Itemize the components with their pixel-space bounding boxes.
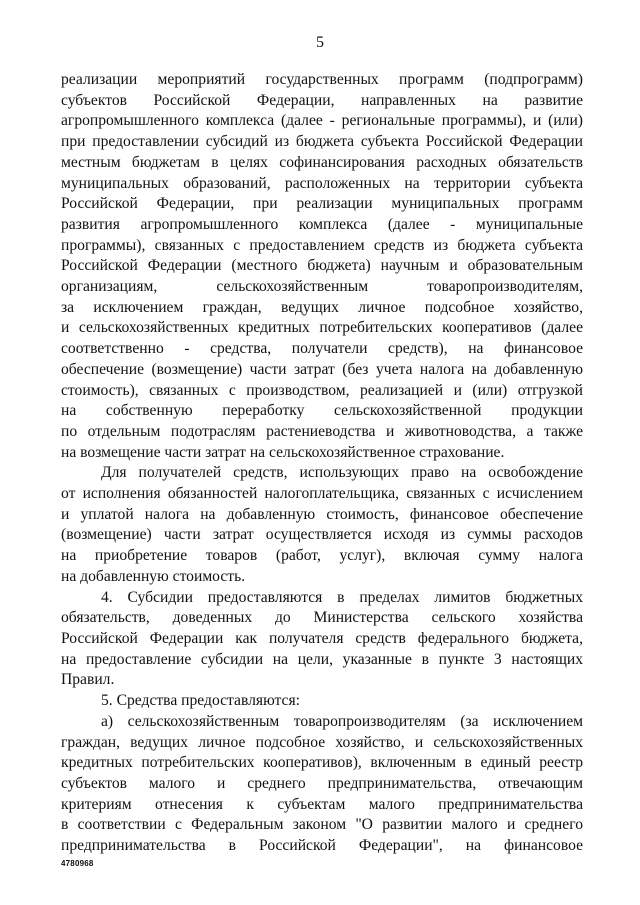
text-line: на предоставление субсидии на цели, указанные в пункте 3 настоящих: [61, 650, 583, 668]
text-line: организациям, сельскохозяйственным товаропроизводителям,: [61, 278, 583, 296]
text-line: по отдельным подотраслям растениеводства и животноводства, а также: [61, 422, 583, 440]
text-line: обязательств, доведенных до Министерства сельского хозяйства: [61, 609, 583, 627]
text-line: на приобретение товаров (работ, услуг), включая сумму налога: [61, 547, 583, 565]
text-line: предпринимательства в Российской Федерации", на финансовое: [61, 837, 583, 855]
paragraph-item-5a: [61, 712, 583, 857]
text-line: 4. Субсидии предоставляются в пределах лимитов бюджетных: [101, 588, 583, 606]
document-body: [61, 70, 583, 857]
text-line: агропромышленного комплекса (далее - региональные программы), и (или): [61, 112, 583, 130]
text-line: на добавленную стоимость.: [61, 567, 246, 585]
text-line: муниципальных образований, расположенных на территории субъекта: [61, 174, 583, 192]
text-line: и сельскохозяйственных кредитных потребительских кооперативов (далее: [61, 319, 583, 337]
text-line: развития агропромышленного комплекса (далее - муниципальные: [61, 215, 583, 233]
text-line: при предоставлении субсидий из бюджета субъекта Российской Федерации: [61, 133, 583, 151]
text-line: а) сельскохозяйственным товаропроизводителям (за исключением: [101, 712, 583, 730]
text-line: Российской Федерации, при реализации муниципальных программ: [61, 195, 583, 213]
text-line: на возмещение части затрат на сельскохозяйственное страхование.: [61, 443, 505, 461]
text-line: стоимость), связанных с производством, реализацией и (или) отгрузкой: [61, 381, 583, 399]
text-line: 5. Средства предоставляются:: [101, 692, 300, 710]
text-line: субъектов Российской Федерации, направленных на развитие: [61, 91, 583, 109]
document-code: 4780968: [61, 859, 94, 868]
text-line: в соответствии с Федеральным законом "О развитии малого и среднего: [61, 816, 583, 834]
text-line: от исполнения обязанностей налогоплательщика, связанных с исчислением: [61, 485, 583, 503]
paragraph-item-5: [61, 691, 583, 712]
paragraph-item-4: [61, 588, 583, 692]
text-line: Российской Федерации (местного бюджета) научным и образовательным: [61, 257, 583, 275]
text-line: критериям отнесения к субъектам малого предпринимательства: [61, 795, 583, 813]
text-line: Для получателей средств, использующих право на освобождение: [101, 464, 583, 482]
paragraph-vat-exemption: [61, 463, 583, 587]
text-line: за исключением граждан, ведущих личное подсобное хозяйство,: [61, 298, 583, 316]
text-line: граждан, ведущих личное подсобное хозяйство, и сельскохозяйственных: [61, 733, 583, 751]
text-line: соответственно - средства, получатели средств), на финансовое: [61, 340, 583, 358]
text-line: местным бюджетам в целях софинансирования расходных обязательств: [61, 153, 583, 171]
text-line: и уплатой налога на добавленную стоимость, финансовое обеспечение: [61, 505, 583, 523]
text-line: Правил.: [61, 671, 115, 689]
text-line: на собственную переработку сельскохозяйственной продукции: [61, 402, 583, 420]
text-line: Российской Федерации как получателя средств федерального бюджета,: [61, 629, 583, 647]
text-line: кредитных потребительских кооперативов), включенным в единый реестр: [61, 754, 583, 772]
page-number: 5: [316, 34, 324, 51]
text-line: субъектов малого и среднего предпринимательства, отвечающим: [61, 774, 583, 792]
text-line: реализации мероприятий государственных программ (подпрограмм): [61, 71, 583, 88]
paragraph-intro-continuation: [61, 70, 583, 463]
text-line: (возмещение) части затрат осуществляется исходя из суммы расходов: [61, 526, 583, 544]
text-line: обеспечение (возмещение) части затрат (без учета налога на добавленную: [61, 360, 583, 378]
text-line: программы), связанных с предоставлением средств из бюджета субъекта: [61, 236, 583, 254]
